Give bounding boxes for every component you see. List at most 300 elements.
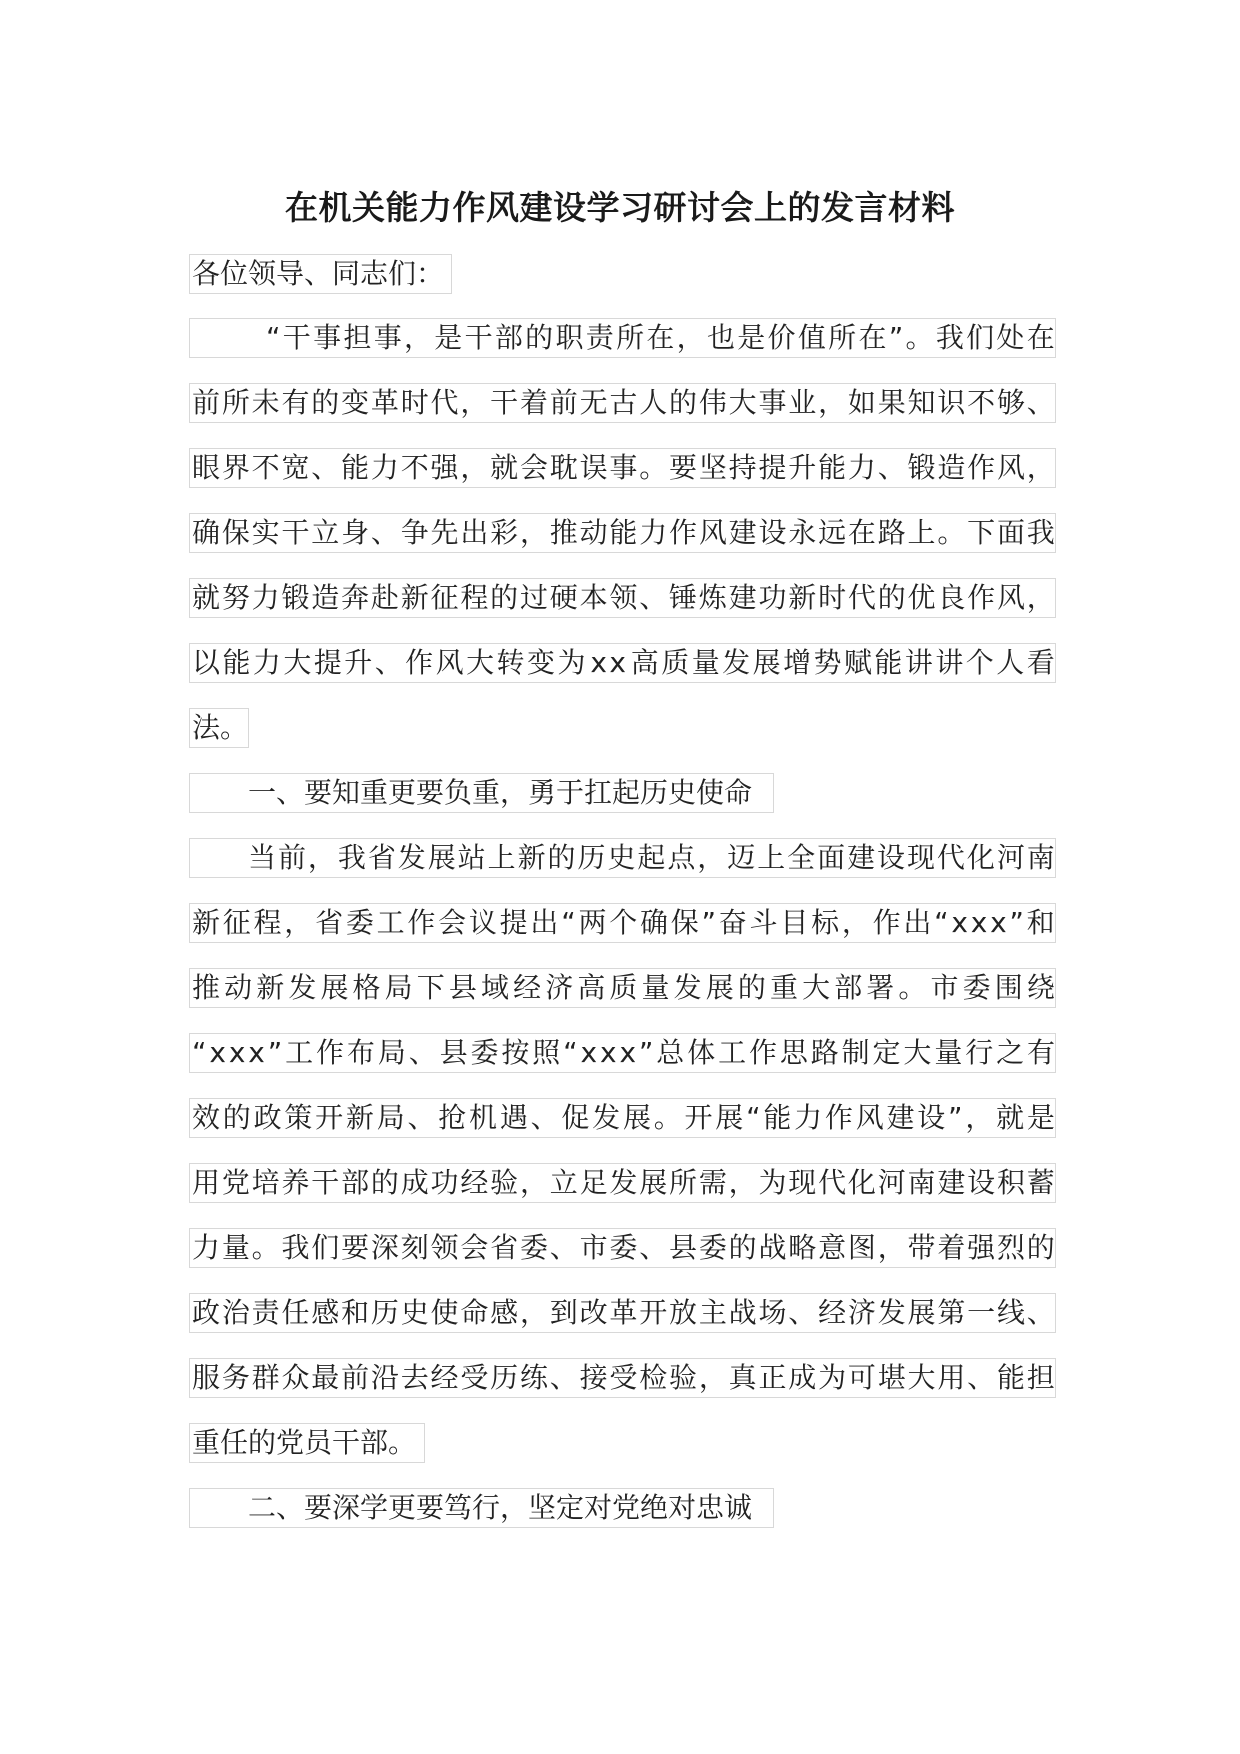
glyph: 的 [737,971,766,1004]
glyph: 遇 [499,1101,528,1134]
glyph: 优 [907,581,936,614]
glyph: 的 [370,1166,399,1199]
glyph: ， [519,1296,548,1329]
glyph: 发 [609,1166,638,1199]
glyph: 确 [192,516,221,549]
glyph: 高 [630,646,659,679]
line-text [192,1359,1055,1397]
glyph: 实 [251,516,280,549]
glyph: 能 [874,646,903,679]
glyph: x [590,646,607,679]
glyph: 作 [824,1101,853,1134]
glyph: x [990,906,1007,939]
glyph: 伟 [698,386,727,419]
glyph: 彩 [490,516,519,549]
glyph: ” [948,1101,963,1134]
glyph: 路 [877,516,906,549]
glyph: 务 [221,1361,250,1394]
glyph: 历 [577,841,606,874]
glyph: 带 [907,1231,936,1264]
glyph: 着 [937,1231,966,1264]
text-line [189,1098,1056,1138]
glyph: 变 [341,386,370,419]
glyph: 出 [530,906,559,939]
glyph: 力 [252,646,281,679]
glyph: 升 [344,646,373,679]
glyph: ， [841,906,870,939]
glyph: 深 [370,1231,399,1264]
glyph: 作 [407,906,436,939]
glyph: 价 [767,321,796,354]
glyph: 建 [728,516,757,549]
glyph: 有 [281,386,310,419]
glyph: 以 [192,646,221,679]
line-text [192,449,1055,487]
glyph: 界 [221,451,250,484]
glyph: 们 [966,321,995,354]
glyph: 强 [967,1231,996,1264]
glyph: 化 [966,841,995,874]
glyph: 建 [937,1166,966,1199]
glyph: 的 [490,581,519,614]
glyph: 可 [847,1361,876,1394]
line-text [192,384,1055,422]
glyph: 个 [609,906,638,939]
glyph: 、 [408,1036,437,1069]
text-line [189,448,1056,488]
glyph: 的 [728,1231,757,1264]
glyph: 增 [783,646,812,679]
glyph: x [228,1036,246,1069]
glyph: 为 [758,1166,787,1199]
glyph: 上 [907,516,936,549]
line-text [266,319,1055,357]
glyph: 、 [1026,1296,1055,1329]
glyph: 赋 [843,646,872,679]
glyph: x [248,1036,265,1069]
glyph: 的 [669,386,698,419]
glyph: 代 [430,386,459,419]
glyph: 展 [705,971,734,1004]
glyph: 、 [311,451,340,484]
glyph: 化 [847,1166,876,1199]
glyph: 在 [646,321,675,354]
glyph: 展 [752,646,781,679]
glyph: 不 [967,386,996,419]
glyph: 积 [996,1166,1025,1199]
glyph: 、 [788,1296,817,1329]
glyph: 在 [858,321,887,354]
line-text [192,904,1055,942]
glyph: 量 [691,646,720,679]
glyph: 思 [779,1036,808,1069]
glyph: 发 [592,1101,621,1134]
glyph: 推 [549,516,578,549]
glyph: 正 [758,1361,787,1394]
glyph: 养 [281,1166,310,1199]
glyph: 放 [669,1296,698,1329]
glyph: ， [698,1361,727,1394]
glyph: 经 [818,1296,847,1329]
glyph: 造 [937,451,966,484]
glyph: 责 [251,1296,280,1329]
glyph: 建 [886,1101,915,1134]
glyph: 所 [616,321,645,354]
glyph: 能 [222,646,251,679]
glyph: 大 [466,646,495,679]
glyph: 造 [311,581,340,614]
glyph: 是 [434,321,463,354]
glyph: 史 [607,841,636,874]
glyph: ， [965,1101,994,1134]
glyph: 议 [468,906,497,939]
glyph: 市 [579,1231,608,1264]
glyph: 检 [639,1361,668,1394]
glyph: 革 [609,1296,638,1329]
glyph: 开 [639,1296,668,1329]
glyph: 之 [996,1036,1025,1069]
glyph: 受 [460,1361,489,1394]
glyph: 新 [192,906,221,939]
glyph: 成 [400,1166,429,1199]
glyph: 验 [669,1361,698,1394]
glyph: 力 [847,451,876,484]
text-line [189,383,1056,423]
glyph: 提 [499,906,528,939]
glyph: 风 [435,646,464,679]
glyph: 起 [637,841,666,874]
text-line [189,1033,1056,1073]
glyph: 新 [345,1101,374,1134]
glyph: 身 [341,516,370,549]
glyph: 战 [728,1296,757,1329]
glyph: 总 [656,1036,685,1069]
glyph: 眼 [192,451,221,484]
glyph: 。 [251,1231,280,1264]
glyph: 任 [281,1296,310,1329]
glyph: 促 [561,1101,590,1134]
glyph: 事 [373,321,402,354]
glyph: ， [1026,581,1055,614]
glyph: 在 [1026,321,1055,354]
glyph: 两 [578,906,607,939]
glyph: 新 [517,841,546,874]
glyph: 有 [1026,1036,1055,1069]
text-line [189,513,1056,553]
glyph: 功 [758,581,787,614]
glyph: 使 [430,1296,459,1329]
glyph: 、 [877,451,906,484]
glyph: 代 [818,1166,847,1199]
glyph: 图 [847,1231,876,1264]
glyph: 讲 [904,646,933,679]
glyph: 前 [549,386,578,419]
glyph: ” [638,1036,654,1069]
glyph: 部 [834,971,863,1004]
glyph: ， [403,321,432,354]
glyph: ， [284,906,313,939]
glyph: 部 [494,321,523,354]
glyph: 的 [222,1101,251,1134]
glyph: 锤 [669,581,698,614]
glyph: 的 [877,581,906,614]
glyph: 程 [460,581,489,614]
text-line [189,1228,1056,1268]
glyph: 南 [1026,841,1055,874]
glyph: 升 [788,451,817,484]
glyph: 署 [866,971,895,1004]
glyph: 战 [758,1231,787,1264]
glyph: 工 [376,906,405,939]
glyph: 讲 [935,646,964,679]
glyph: 经 [460,1166,489,1199]
glyph: 蓄 [1026,1166,1055,1199]
glyph: ” [1009,906,1024,939]
text-line [189,903,1056,943]
glyph: 、 [370,516,399,549]
text-line [189,1163,1056,1203]
line-text [192,644,1055,682]
glyph: 人 [639,386,668,419]
glyph: 到 [549,1296,578,1329]
glyph: 设 [967,1166,996,1199]
glyph: 发 [877,1296,906,1329]
glyph: 奋 [718,906,747,939]
glyph: 变 [526,646,555,679]
glyph: 强 [430,451,459,484]
glyph: 干 [311,1166,340,1199]
glyph: 出 [903,906,932,939]
glyph: 局 [377,1036,406,1069]
glyph: x [580,1036,598,1069]
glyph: 处 [996,321,1025,354]
glyph: 命 [460,1296,489,1329]
line-text [192,969,1055,1007]
glyph: 、 [549,1361,578,1394]
glyph: 就 [490,451,519,484]
glyph: 沿 [370,1361,399,1394]
glyph: 量 [934,1036,963,1069]
glyph: 们 [311,1231,340,1264]
glyph: 能 [609,516,638,549]
glyph: 事 [758,386,787,419]
glyph: 能 [996,1361,1025,1394]
glyph: 部 [341,1166,370,1199]
section-heading-2: 二、要深学更要笃行，坚定对党绝对忠诚 [189,1488,774,1528]
glyph: 会 [519,451,548,484]
glyph: 作 [872,906,901,939]
glyph: 保 [670,906,699,939]
glyph: 风 [996,451,1025,484]
glyph: 效 [192,1101,221,1134]
line-text [192,1229,1055,1267]
glyph: 先 [430,516,459,549]
glyph: 河 [996,841,1025,874]
glyph: 所 [669,1166,698,1199]
glyph: 略 [788,1231,817,1264]
glyph: 机 [469,1101,498,1134]
glyph: 看 [1026,646,1055,679]
text-line: 重任的党员干部。 [189,1423,425,1463]
glyph: 事 [313,321,342,354]
glyph: “ [561,906,576,939]
glyph: 为 [557,646,586,679]
glyph: 的 [525,321,554,354]
glyph: x [619,1036,637,1069]
glyph: 误 [579,451,608,484]
glyph: 目 [780,906,809,939]
glyph: 时 [818,581,847,614]
glyph: 大 [728,386,757,419]
glyph: 省 [367,841,396,874]
glyph: 线 [996,1296,1025,1329]
glyph: 时 [400,386,429,419]
glyph: 围 [994,971,1023,1004]
glyph: 南 [907,1166,936,1199]
glyph: 代 [847,581,876,614]
glyph: 要 [669,451,698,484]
glyph: 征 [430,581,459,614]
glyph: 局 [384,971,413,1004]
glyph: 、 [639,581,668,614]
glyph: 坚 [698,451,727,484]
glyph: “ [746,1101,761,1134]
glyph: 党 [221,1166,250,1199]
glyph: 提 [758,451,787,484]
glyph: 锻 [907,451,936,484]
glyph: x [609,646,626,679]
glyph: 责 [585,321,614,354]
glyph: 现 [788,1166,817,1199]
glyph: 局 [376,1101,405,1134]
glyph: 质 [661,646,690,679]
glyph: 格 [352,971,381,1004]
glyph: 大 [802,971,831,1004]
glyph: 感 [490,1296,519,1329]
glyph: 接 [579,1361,608,1394]
glyph: 会 [438,906,467,939]
text-line [189,1358,1056,1398]
glyph: 需 [698,1166,727,1199]
glyph: 下 [416,971,445,1004]
glyph: 出 [460,516,489,549]
glyph: 量 [221,1231,250,1264]
glyph: 和 [1026,906,1055,939]
glyph: 革 [370,386,399,419]
section-heading-1: 一、要知重更要负重，勇于扛起历史使命 [189,773,774,813]
glyph: 赴 [370,581,399,614]
glyph: 面 [817,841,846,874]
text-line [189,578,1056,618]
glyph: 是 [737,321,766,354]
glyph: 代 [936,841,965,874]
glyph: 高 [577,971,606,1004]
glyph: 委 [962,971,991,1004]
glyph: 作 [669,516,698,549]
glyph: 用 [192,1166,221,1199]
glyph: 域 [480,971,509,1004]
glyph: 着 [519,386,548,419]
glyph: 按 [501,1036,530,1069]
glyph: 现 [906,841,935,874]
glyph: 新 [400,581,429,614]
glyph: 、 [530,1101,559,1134]
glyph: 风 [996,581,1025,614]
glyph: “ [934,906,949,939]
glyph: 良 [937,581,966,614]
glyph: ， [877,1231,906,1264]
glyph: 新 [256,971,285,1004]
glyph: ， [818,386,847,419]
glyph: 力 [639,516,668,549]
glyph: 前 [341,1361,370,1394]
glyph: 风 [698,516,727,549]
glyph: 新 [788,581,817,614]
glyph: 立 [311,516,340,549]
glyph: 推 [192,971,221,1004]
glyph: 用 [937,1361,966,1394]
glyph: 展 [639,1166,668,1199]
glyph: 势 [813,646,842,679]
glyph: 设 [758,516,787,549]
glyph: 、 [639,1231,668,1264]
glyph: 工 [718,1036,747,1069]
glyph: ” [888,321,904,354]
glyph: 全 [787,841,816,874]
glyph: 大 [283,646,312,679]
text-line [189,968,1056,1008]
glyph: 人 [996,646,1025,679]
glyph: 大 [903,1036,932,1069]
glyph: 照 [532,1036,561,1069]
glyph: 县 [448,971,477,1004]
text-line: 法。 [189,708,249,748]
glyph: 刻 [400,1231,429,1264]
glyph: 识 [937,386,966,419]
glyph: 委 [519,1231,548,1264]
glyph: 。 [905,321,934,354]
glyph: 经 [513,971,542,1004]
glyph: 历 [370,1296,399,1329]
glyph: 发 [673,971,702,1004]
glyph: 能 [818,451,847,484]
glyph: 争 [400,516,429,549]
glyph: 炼 [698,581,727,614]
glyph: 设 [917,1101,946,1134]
glyph: 保 [221,516,250,549]
glyph: 和 [341,1296,370,1329]
glyph: 展 [320,971,349,1004]
glyph: 耽 [549,451,578,484]
glyph: 永 [788,516,817,549]
text-line [189,1293,1056,1333]
glyph: 足 [579,1166,608,1199]
glyph: 当 [248,841,277,874]
glyph: 一 [967,1296,996,1329]
glyph: 会 [460,1231,489,1264]
glyph: 量 [641,971,670,1004]
glyph: 、 [1026,386,1055,419]
glyph: 。 [639,451,668,484]
glyph: 发 [397,841,426,874]
glyph: 去 [400,1361,429,1394]
glyph: 的 [311,386,340,419]
glyph: 征 [222,906,251,939]
glyph: 、 [374,646,403,679]
glyph: x [600,1036,617,1069]
glyph: 是 [1026,1101,1055,1134]
glyph: 迈 [727,841,756,874]
